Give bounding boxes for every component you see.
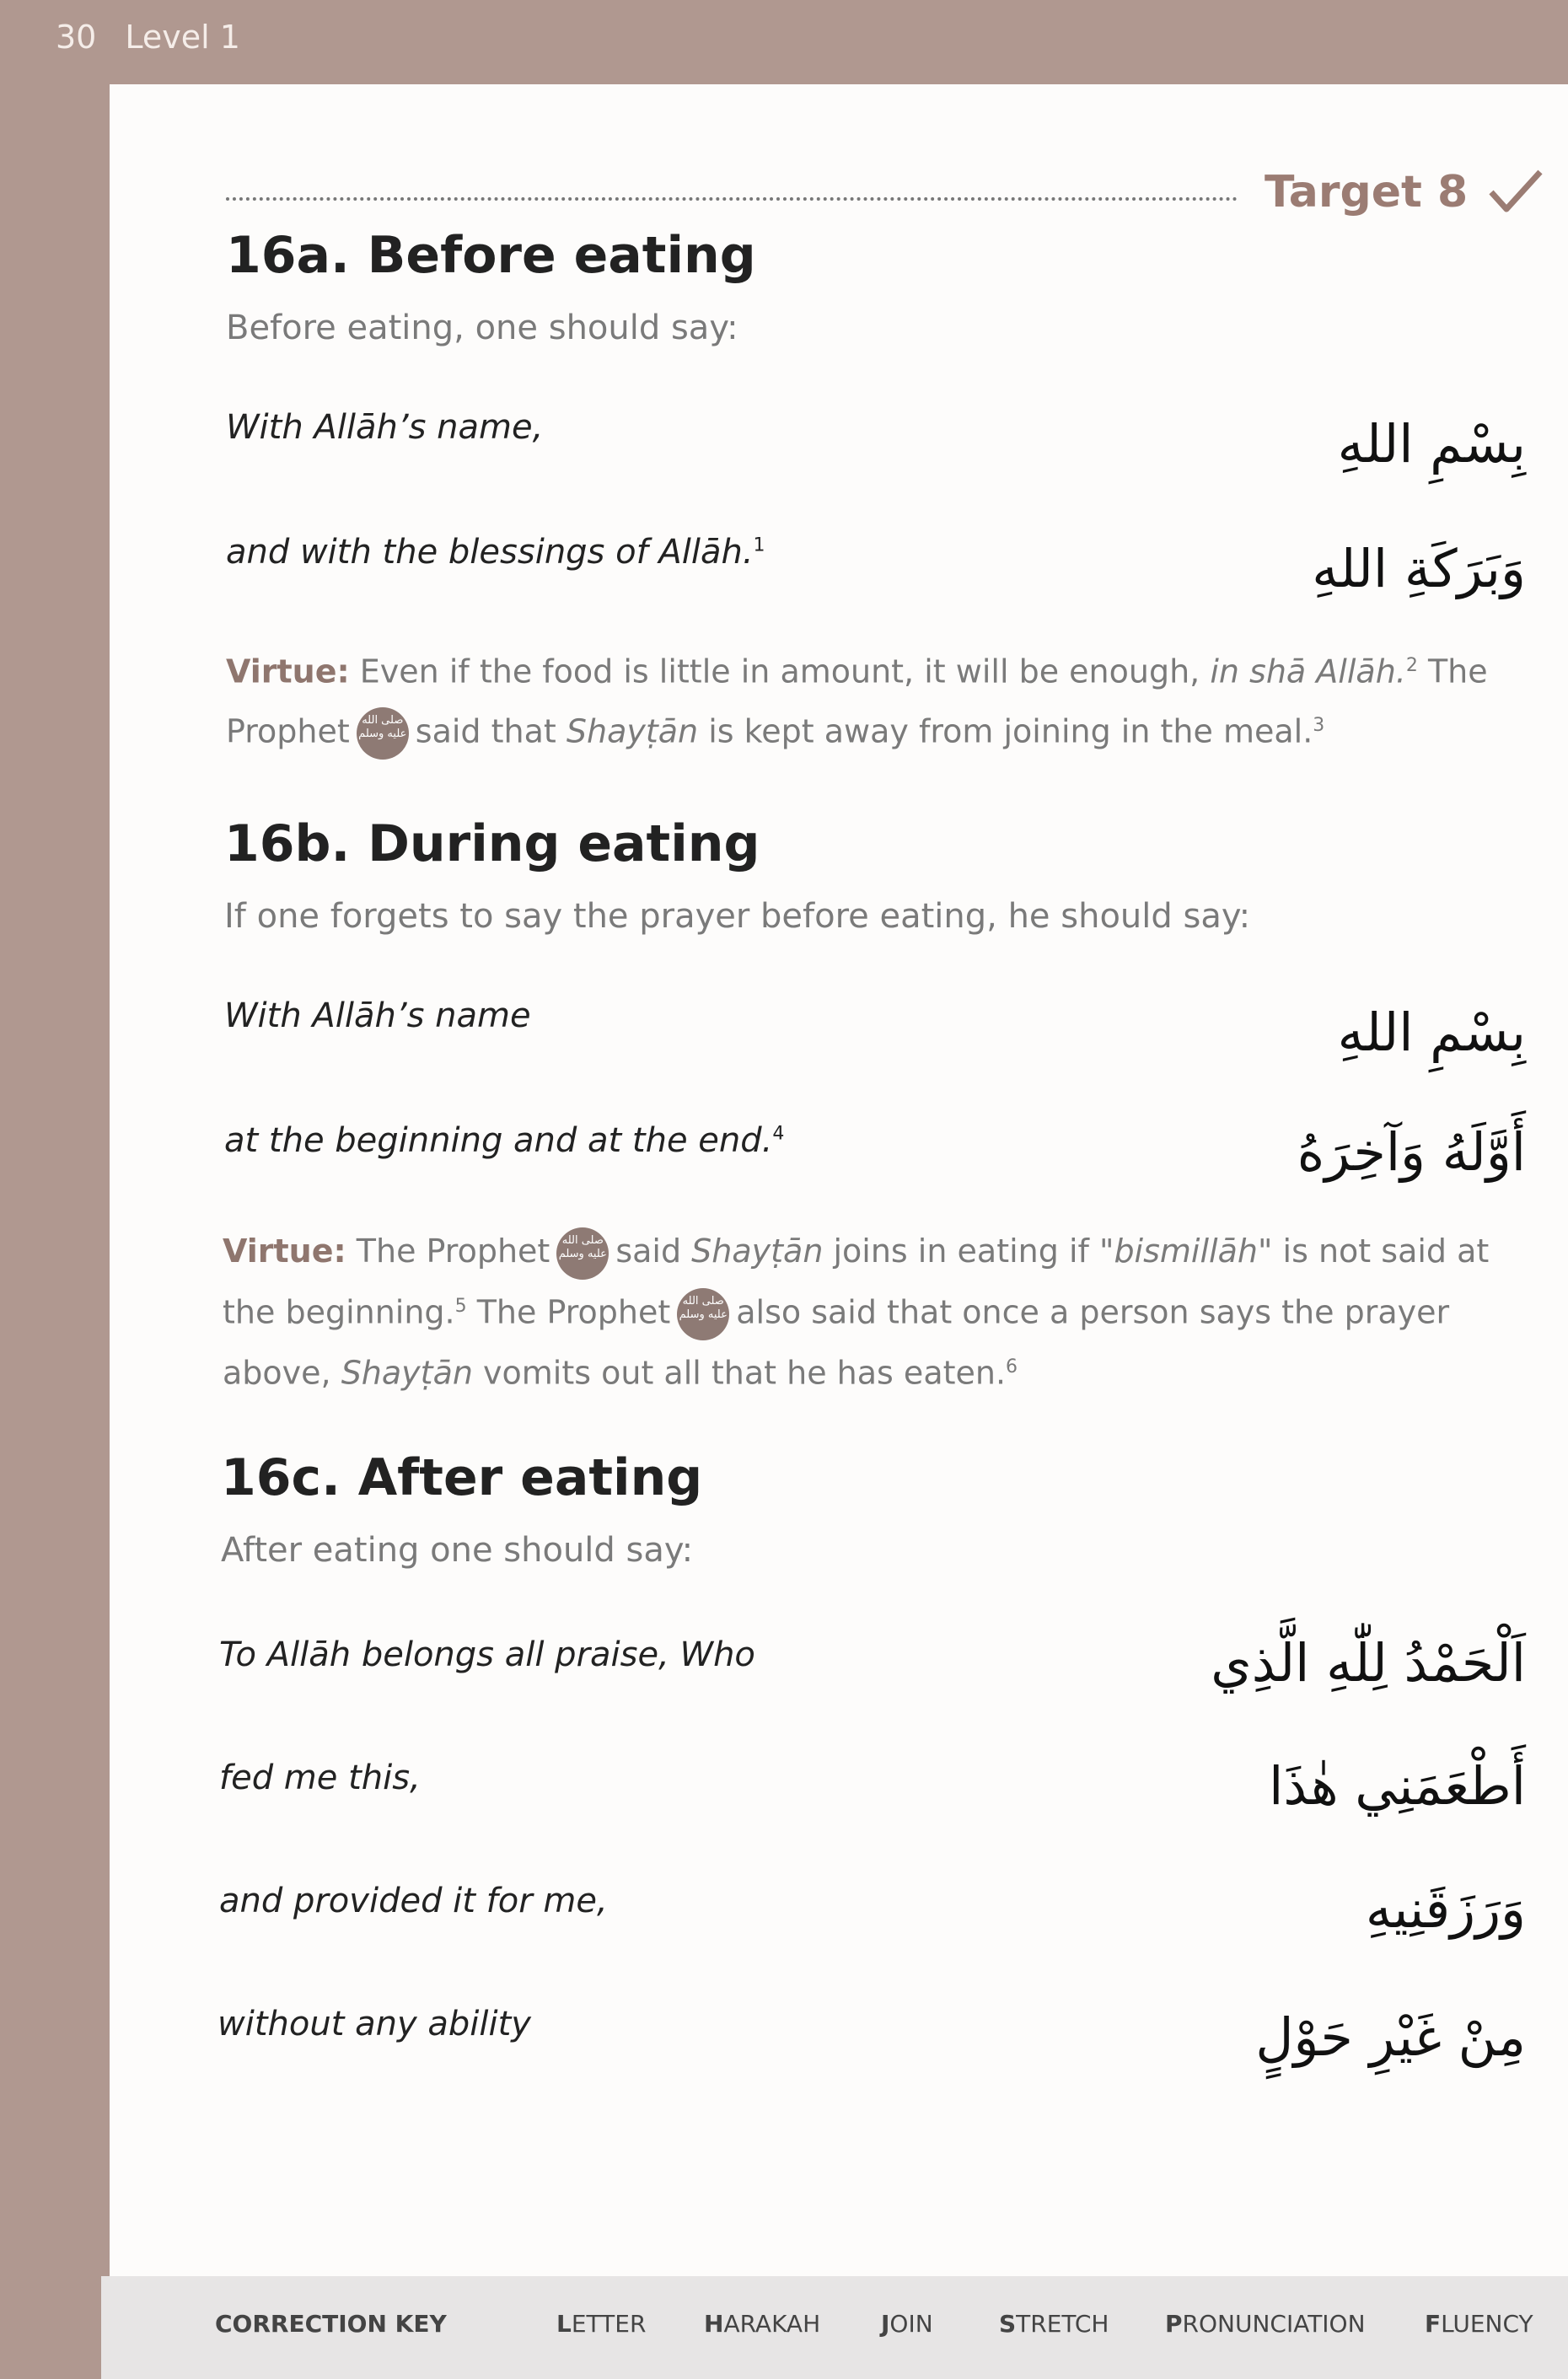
english-line: at the beginning and at the end.$^4$ [224, 1121, 785, 1160]
english-line: With Allāh’s name [224, 996, 531, 1035]
section-title: 16b. During eating [224, 814, 760, 873]
section-intro: After eating one should say: [221, 1531, 694, 1570]
key-item-harakah: HARAKAH [704, 2310, 821, 2338]
virtue-label: Virtue: [226, 652, 350, 690]
salutation-seal-icon: صلى الله عليه وسلم [677, 1288, 729, 1340]
arabic-line: وَرَزَقَنِيهِ [1365, 1878, 1526, 1940]
english-line: without any ability [217, 2005, 531, 2043]
salutation-seal-icon: صلى الله عليه وسلم [357, 707, 409, 760]
arabic-line: بِسْمِ اللهِ [1337, 413, 1526, 475]
page-header-bar [0, 0, 1568, 84]
salutation-seal-icon: صلى الله عليه وسلم [556, 1227, 609, 1280]
section-title: 16a. Before eating [226, 226, 756, 285]
footnote-ref: 6 [1006, 1356, 1018, 1377]
english-line: With Allāh’s name, [226, 408, 544, 447]
english-line: To Allāh belongs all praise, Who [219, 1635, 755, 1674]
english-line: and with the blessings of Allāh.$^1$ [226, 533, 765, 572]
arabic-line: أَوَّلَهُ وَآخِرَهُ [1297, 1121, 1526, 1183]
page-header [56, 19, 269, 56]
footnote-ref: 1 [753, 534, 765, 556]
footnote-ref: 2 [1405, 655, 1418, 676]
key-item-stretch: STRETCH [999, 2310, 1109, 2338]
checkmark-icon [1486, 164, 1545, 223]
arabic-line: بِسْمِ اللهِ [1337, 1002, 1526, 1063]
dotted-divider [226, 197, 1238, 201]
arabic-line: أَطْعَمَنِي هٰذَا [1269, 1755, 1526, 1817]
key-item-fluency: FLUENCY [1425, 2310, 1533, 2338]
level-label: Level 1 [125, 19, 240, 56]
virtue-paragraph: Virtue: The Prophet صلى الله عليه وسلم said Shayṭān joins in eating if "bismillāh" is not said at the beginning.$^5$ The Prophet صلى الله عليه وسلم also said that once a person says the prayer above, Shayṭān vomits out all that he has eaten.$^6$ [223, 1224, 1538, 1399]
target-label: Target 8 [1265, 167, 1469, 217]
page-number: 30 [56, 19, 97, 56]
section-title: 16c. After eating [221, 1448, 703, 1507]
correction-key-label: CORRECTION KEY [215, 2310, 447, 2338]
key-item-pronunciation: PRONUNCIATION [1165, 2310, 1366, 2338]
key-item-join: JOIN [881, 2310, 933, 2338]
english-line: fed me this, [219, 1759, 421, 1797]
footnote-ref: 5 [454, 1295, 467, 1317]
arabic-line: وَبَرَكَةِ اللهِ [1312, 538, 1526, 599]
footnote-ref: 4 [772, 1123, 785, 1145]
arabic-line: مِنْ غَيْرِ حَوْلٍ [1255, 2006, 1526, 2068]
section-intro: Before eating, one should say: [226, 309, 738, 347]
virtue-paragraph: Virtue: Even if the food is little in amount, it will be enough, in shā Allāh.$^2$ The Prophet صلى الله عليه وسلم said that Shayṭān is kept away from joining in the meal.$^3$ [226, 639, 1541, 760]
target-banner [226, 169, 1545, 228]
english-line: and provided it for me, [219, 1882, 608, 1920]
section-intro: If one forgets to say the prayer before eating, he should say: [224, 897, 1251, 936]
virtue-label: Virtue: [223, 1232, 346, 1270]
footnote-ref: 3 [1313, 714, 1325, 736]
key-item-letter: LETTER [556, 2310, 647, 2338]
arabic-line: اَلْحَمْدُ لِلّٰهِ الَّذِي [1211, 1632, 1526, 1694]
